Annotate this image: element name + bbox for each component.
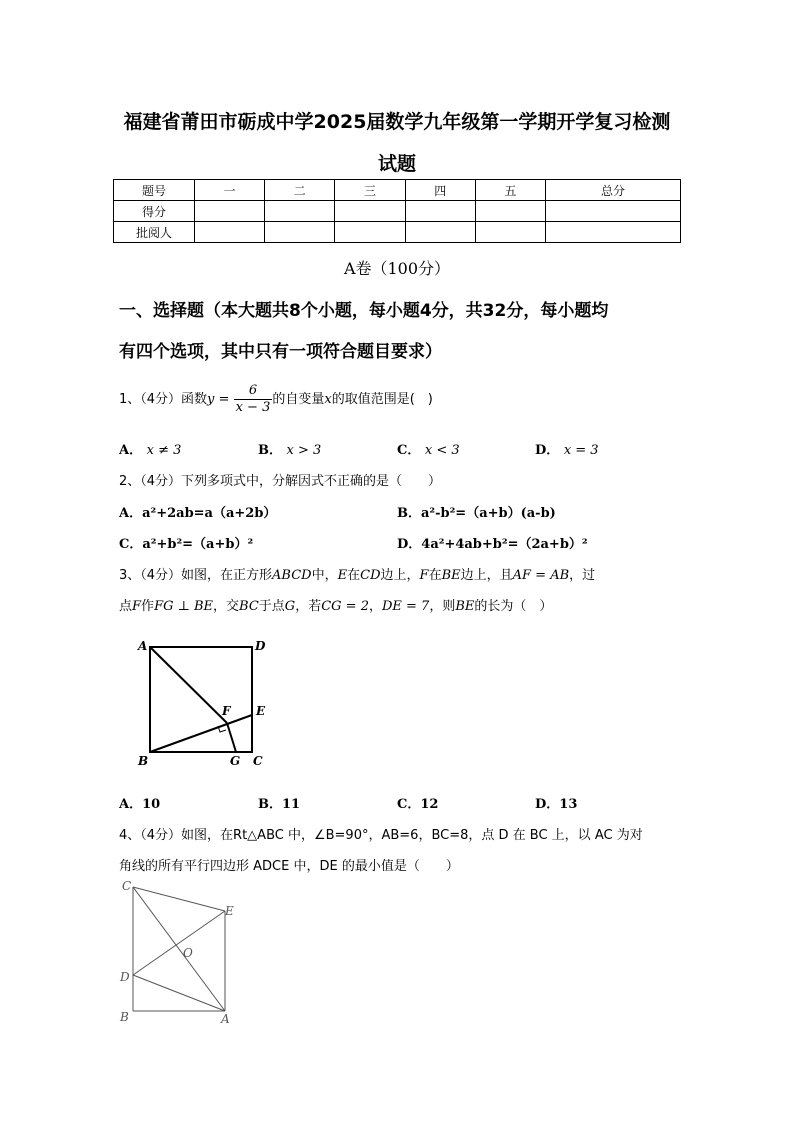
exam-title-line2: 试题 [377, 153, 416, 175]
math: FG ⊥ BE [154, 599, 214, 614]
q1-suffix2: 的取值范围是( ) [331, 392, 433, 407]
math: E [337, 568, 348, 583]
math: BE [441, 568, 461, 583]
reviewer-cell [195, 222, 265, 243]
question-4-line2: 角线的所有平行四边形 ADCE 中，DE 的最小值是（ ） [119, 859, 459, 874]
q1-y: y [207, 392, 215, 407]
question-4-line1: 4、（4分）如图，在Rt△ABC 中，∠B=90°，AB=6，BC=8，点 D 在 BC 上，以 AC 为对 [119, 828, 643, 843]
text: ，则 [429, 599, 456, 614]
label-g: G [230, 754, 241, 768]
section-heading-line1: 一、选择题（本大题共8个小题，每小题4分，共32分，每小题均 [119, 301, 609, 321]
segment-af [150, 647, 227, 723]
math: BE [455, 599, 475, 614]
math: AF = AB [512, 568, 570, 583]
label-c: C [122, 879, 132, 893]
label-e: E [256, 704, 266, 718]
question-3-line1 [119, 564, 595, 583]
label-o: O [183, 946, 193, 960]
q4-figure [115, 877, 250, 1025]
option-label: C． [397, 443, 421, 458]
q2-option-c[interactable] [119, 533, 253, 552]
math: F [419, 568, 429, 583]
score-cell [546, 201, 681, 222]
option-value: 13 [559, 797, 578, 812]
option-value: 11 [282, 797, 301, 812]
option-label: A． [119, 443, 143, 458]
q1-option-b[interactable] [258, 439, 321, 458]
option-label: D． [397, 537, 422, 552]
section-heading-line2: 有四个选项，其中只有一项符合题目要求） [119, 342, 442, 362]
q1-fraction [234, 383, 273, 416]
math: CG = 2 [321, 599, 369, 614]
q3-figure [130, 635, 290, 775]
q3-option-d[interactable] [535, 793, 577, 812]
label-a: A [221, 1012, 230, 1025]
text: 于点 [258, 599, 285, 614]
score-cell [265, 201, 335, 222]
label-d: D [255, 639, 266, 653]
header-cell: 题号 [114, 180, 195, 201]
header-cell: 二 [265, 180, 335, 201]
question-1 [119, 380, 433, 420]
text: 边上，且 [460, 568, 513, 583]
label-b: B [120, 1010, 129, 1024]
text: ，过 [569, 568, 596, 583]
score-row [114, 201, 681, 222]
reviewer-cell [335, 222, 405, 243]
score-cell [335, 201, 405, 222]
text: ，若 [295, 599, 322, 614]
q1-x: x [324, 392, 332, 407]
score-cell [475, 201, 545, 222]
reviewer-row [114, 222, 681, 243]
score-table [113, 179, 681, 243]
row-label: 批阅人 [114, 222, 195, 243]
option-label: D． [535, 797, 560, 812]
score-cell [405, 201, 475, 222]
option-value: x = 3 [563, 443, 599, 458]
label-a: A [138, 639, 148, 653]
q1-option-c[interactable] [397, 439, 460, 458]
row-label: 得分 [114, 201, 195, 222]
text: ，交 [213, 599, 240, 614]
q1-prefix: 1、（4分）函数 [119, 392, 208, 407]
q2-option-d[interactable] [397, 533, 588, 552]
label-e: E [225, 904, 234, 918]
header-cell: 四 [405, 180, 475, 201]
q1-numerator: 6 [234, 383, 273, 400]
option-value: x < 3 [424, 443, 460, 458]
segment-fg [227, 723, 236, 752]
option-label: B． [258, 797, 282, 812]
text: 在 [428, 568, 442, 583]
option-value: 12 [420, 797, 439, 812]
text: 中， [311, 568, 338, 583]
reviewer-cell [405, 222, 475, 243]
diagonal-de [133, 911, 225, 975]
math: ABCD [272, 568, 312, 583]
question-2: 2、（4分）下列多项式中，分解因式不正确的是（ ） [119, 474, 442, 489]
option-label: B． [397, 506, 421, 521]
label-b: B [138, 754, 149, 768]
math: G [284, 599, 296, 614]
label-d: D [120, 970, 130, 984]
volume-label: A卷（100分） [343, 259, 451, 278]
option-label: B． [258, 443, 282, 458]
math: F [132, 599, 142, 614]
segment-be [150, 715, 252, 752]
text: 边上， [380, 568, 420, 583]
header-cell: 总分 [546, 180, 681, 201]
reviewer-cell [546, 222, 681, 243]
option-label: A． [119, 797, 143, 812]
option-value: a²+2ab=a（a+2b） [142, 506, 277, 521]
q1-suffix1: 的自变量 [272, 392, 325, 407]
option-label: C． [397, 797, 421, 812]
q3-option-c[interactable] [397, 793, 438, 812]
text: 在 [347, 568, 361, 583]
question-3-line2 [119, 595, 552, 614]
diagonal-ca [133, 887, 225, 1011]
option-value: a²-b²=（a+b）(a-b) [421, 506, 556, 521]
header-cell: 三 [335, 180, 405, 201]
q1-eq: = [214, 392, 234, 407]
score-table-header-row [114, 180, 681, 201]
label-c: C [253, 754, 263, 768]
option-value: x ≠ 3 [146, 443, 182, 458]
q1-option-d[interactable] [535, 439, 599, 458]
segment-ce [133, 887, 225, 911]
math: DE = 7 [381, 599, 430, 614]
header-cell: 一 [195, 180, 265, 201]
math: CD [360, 568, 381, 583]
q3-option-a[interactable] [119, 793, 160, 812]
exam-title-line1: 福建省莆田市砺成中学2025届数学九年级第一学期开学复习检测 [123, 111, 671, 133]
q2-option-a[interactable] [119, 502, 276, 521]
option-label: D． [535, 443, 560, 458]
header-cell: 五 [475, 180, 545, 201]
q3-option-b[interactable] [258, 793, 300, 812]
text: 作 [141, 599, 155, 614]
option-value: 4a²+4ab+b²=（2a+b）² [421, 537, 588, 552]
option-label: C． [119, 537, 143, 552]
score-cell [195, 201, 265, 222]
math: BC [239, 599, 259, 614]
q1-option-a[interactable] [119, 439, 181, 458]
label-f: F [222, 704, 231, 718]
option-value: a²+b²=（a+b）² [142, 537, 254, 552]
option-value: x > 3 [286, 443, 322, 458]
text: ， [368, 599, 382, 614]
option-value: 10 [142, 797, 161, 812]
q2-option-b[interactable] [397, 502, 556, 521]
reviewer-cell [265, 222, 335, 243]
reviewer-cell [475, 222, 545, 243]
q1-denominator: x − 3 [235, 400, 271, 415]
text: 3、（4分）如图，在正方形 [119, 568, 273, 583]
text: 的长为（ ） [474, 599, 553, 614]
option-label: A． [119, 506, 143, 521]
text: 点 [119, 599, 133, 614]
